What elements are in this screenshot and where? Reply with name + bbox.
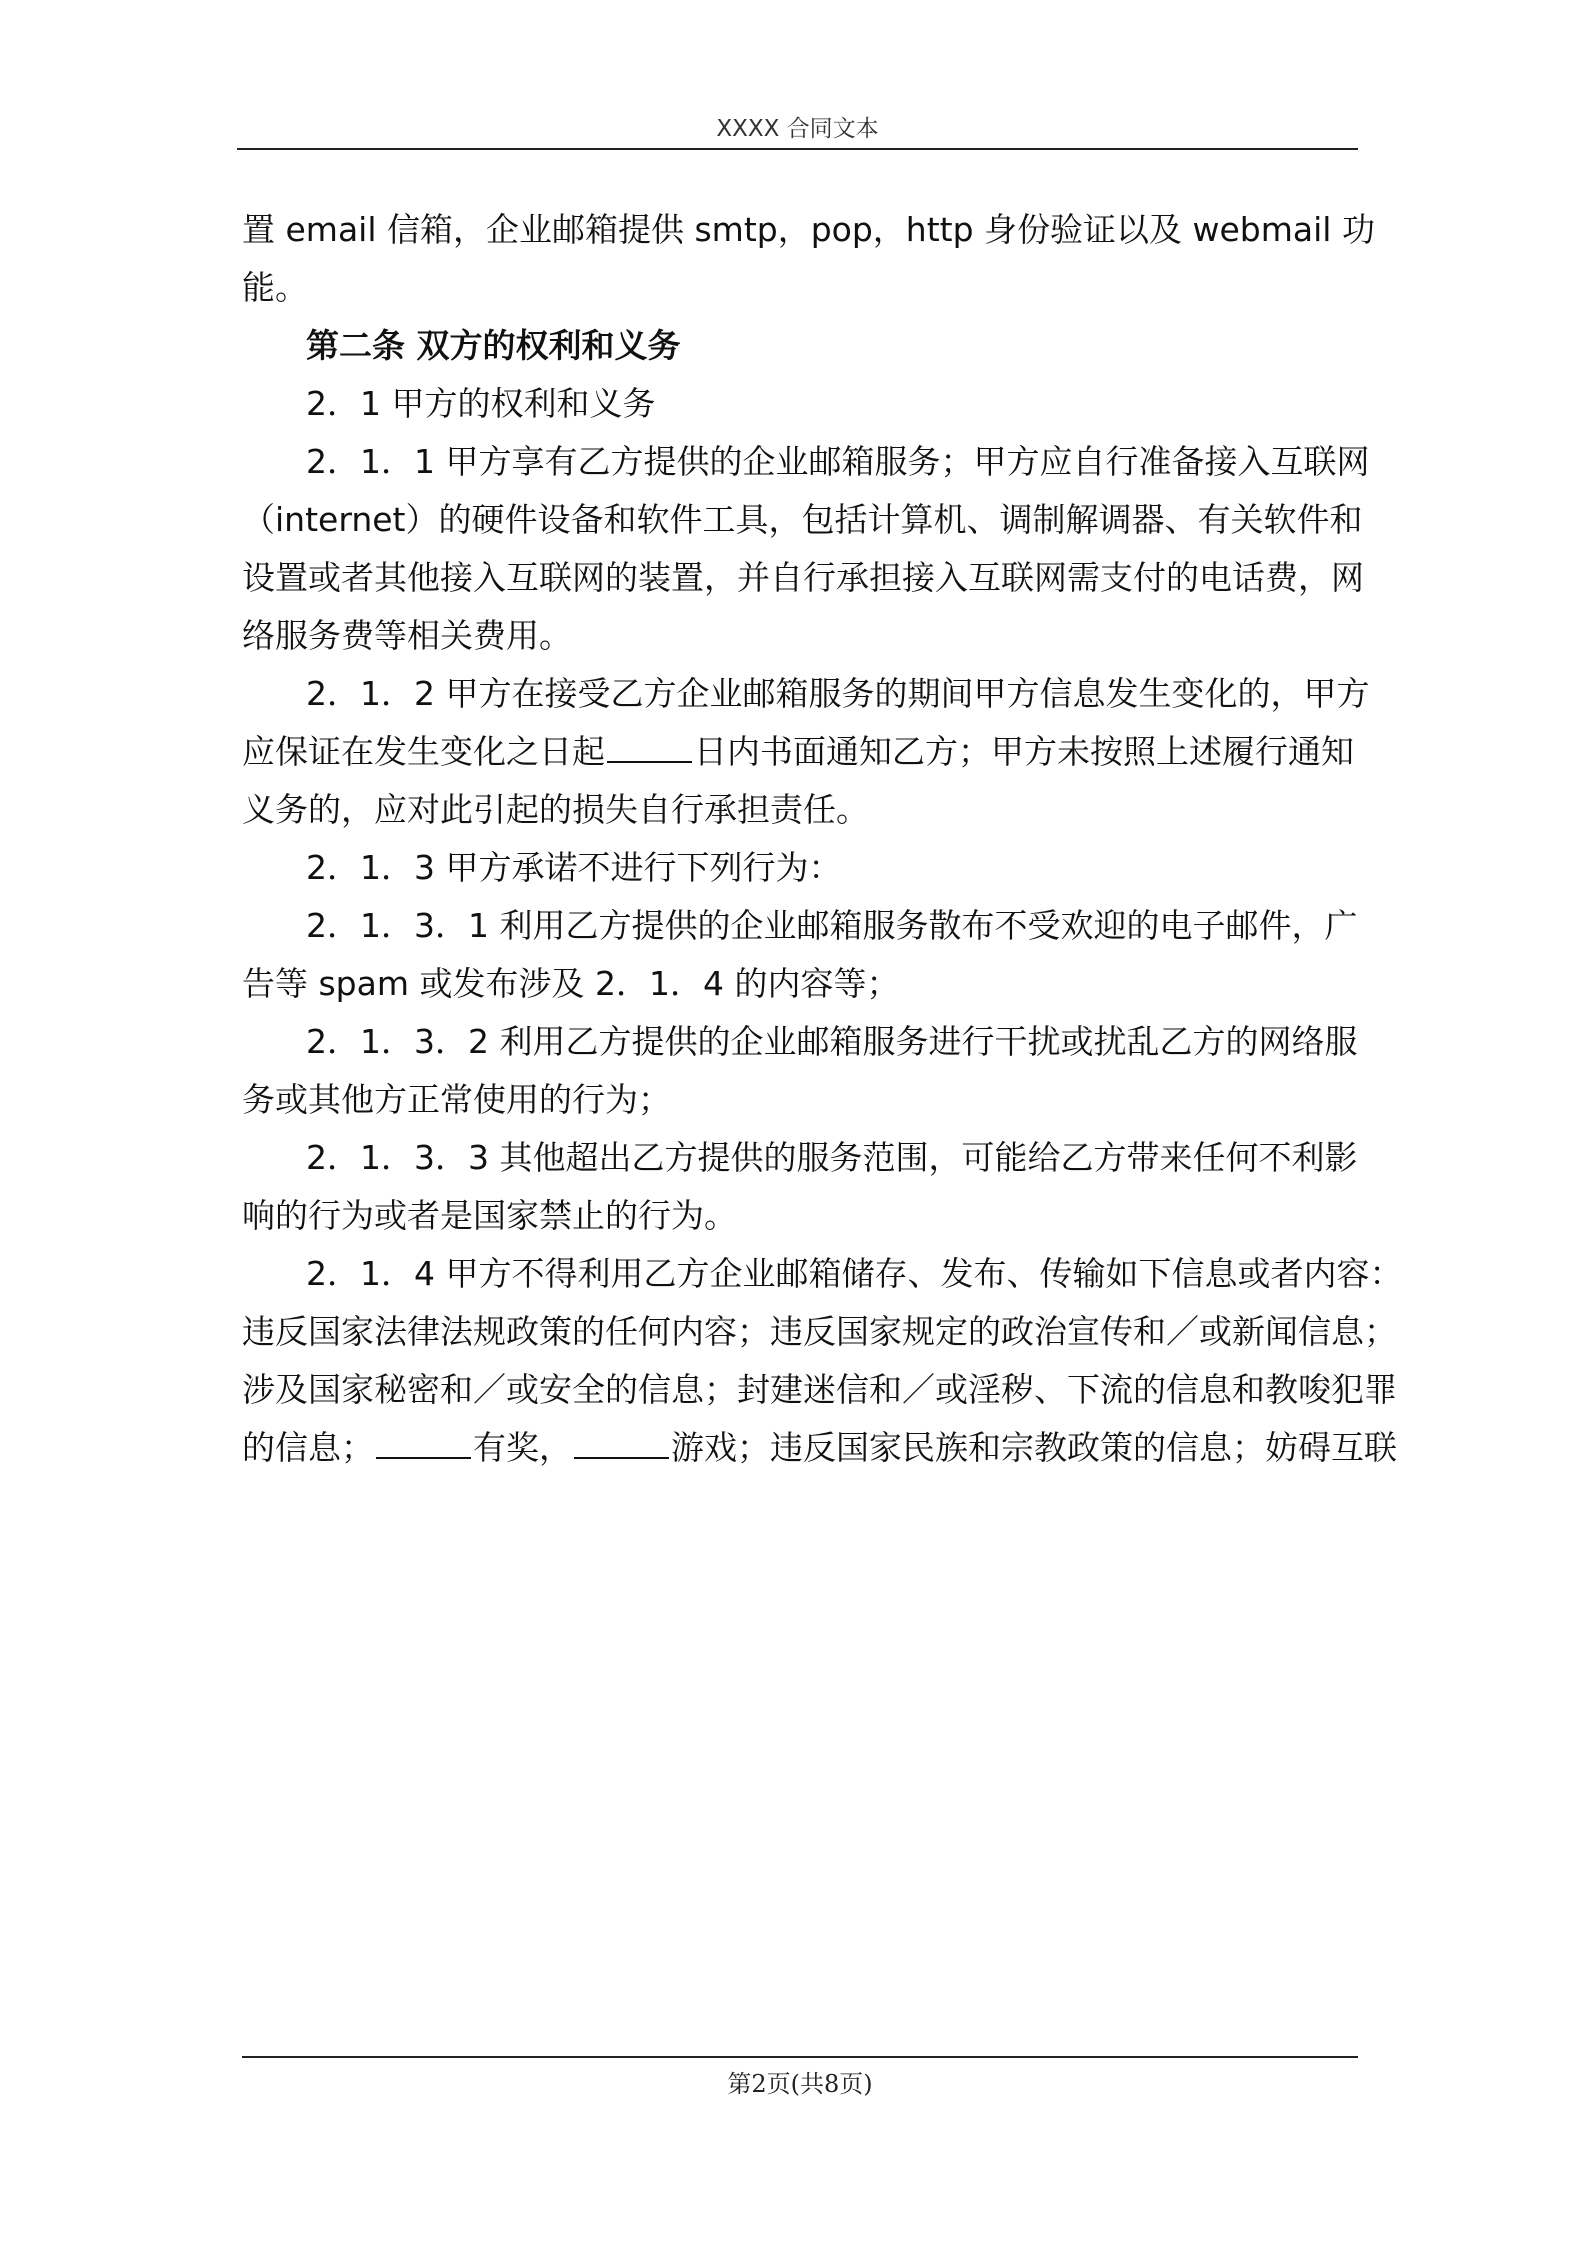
clause-line: 2．1．3．1 利用乙方提供的企业邮箱服务散布不受欢迎的电子邮件，广 xyxy=(306,906,1358,945)
text-line: 置 email 信箱，企业邮箱提供 smtp，pop，http 身份验证以及 webmail 功 xyxy=(242,210,1375,249)
text-segment: 游戏；违反国家民族和宗教政策的信息；妨碍互联 xyxy=(671,1428,1397,1467)
text-line: 能。 xyxy=(242,268,308,307)
clause-line: 2．1．3．3 其他超出乙方提供的服务范围，可能给乙方带来任何不利影 xyxy=(306,1138,1358,1177)
text-line: 涉及国家秘密和／或安全的信息；封建迷信和／或淫秽、下流的信息和教唆犯罪 xyxy=(242,1370,1397,1409)
text-line: 络服务费等相关费用。 xyxy=(242,616,572,655)
text-segment: 有奖， xyxy=(473,1428,572,1467)
text-line: 违反国家法律法规政策的任何内容；违反国家规定的政治宣传和／或新闻信息； xyxy=(242,1312,1397,1351)
text-line: 告等 spam 或发布涉及 2．1．4 的内容等； xyxy=(242,964,900,1003)
text-line xyxy=(242,1418,1397,1478)
text-segment: 应保证在发生变化之日起 xyxy=(242,732,605,771)
section-heading: 第二条 双方的权利和义务 xyxy=(306,326,681,365)
clause-line: 2．1．1 甲方享有乙方提供的企业邮箱服务；甲方应自行准备接入互联网 xyxy=(306,442,1370,481)
page-number: 第2页(共8页) xyxy=(727,2070,873,2098)
text-line: （internet）的硬件设备和软件工具，包括计算机、调制解调器、有关软件和 xyxy=(242,500,1363,539)
clause-line: 2．1．2 甲方在接受乙方企业邮箱服务的期间甲方信息发生变化的，甲方 xyxy=(306,674,1370,713)
clause-line: 2．1．3．2 利用乙方提供的企业邮箱服务进行干扰或扰乱乙方的网络服 xyxy=(306,1022,1358,1061)
text-segment: 日内书面通知乙方；甲方未按照上述履行通知 xyxy=(694,732,1354,771)
fill-blank xyxy=(574,1427,669,1459)
text-line: 响的行为或者是国家禁止的行为。 xyxy=(242,1196,737,1235)
subsection-heading: 2．1 甲方的权利和义务 xyxy=(306,384,656,423)
clause-line: 2．1．4 甲方不得利用乙方企业邮箱储存、发布、传输如下信息或者内容： xyxy=(306,1254,1403,1293)
text-line: 务或其他方正常使用的行为； xyxy=(242,1080,671,1119)
text-line: 义务的，应对此引起的损失自行承担责任。 xyxy=(242,790,869,829)
text-line: 设置或者其他接入互联网的装置，并自行承担接入互联网需支付的电话费，网 xyxy=(242,558,1364,597)
clause-line: 2．1．3 甲方承诺不进行下列行为： xyxy=(306,848,842,887)
footer-rule xyxy=(242,2056,1358,2058)
text-line xyxy=(242,722,1354,782)
page-header: XXXX 合同文本 xyxy=(716,116,879,142)
text-segment: 的信息； xyxy=(242,1428,374,1467)
fill-blank xyxy=(607,731,692,763)
fill-blank xyxy=(376,1427,471,1459)
header-rule xyxy=(237,148,1358,150)
